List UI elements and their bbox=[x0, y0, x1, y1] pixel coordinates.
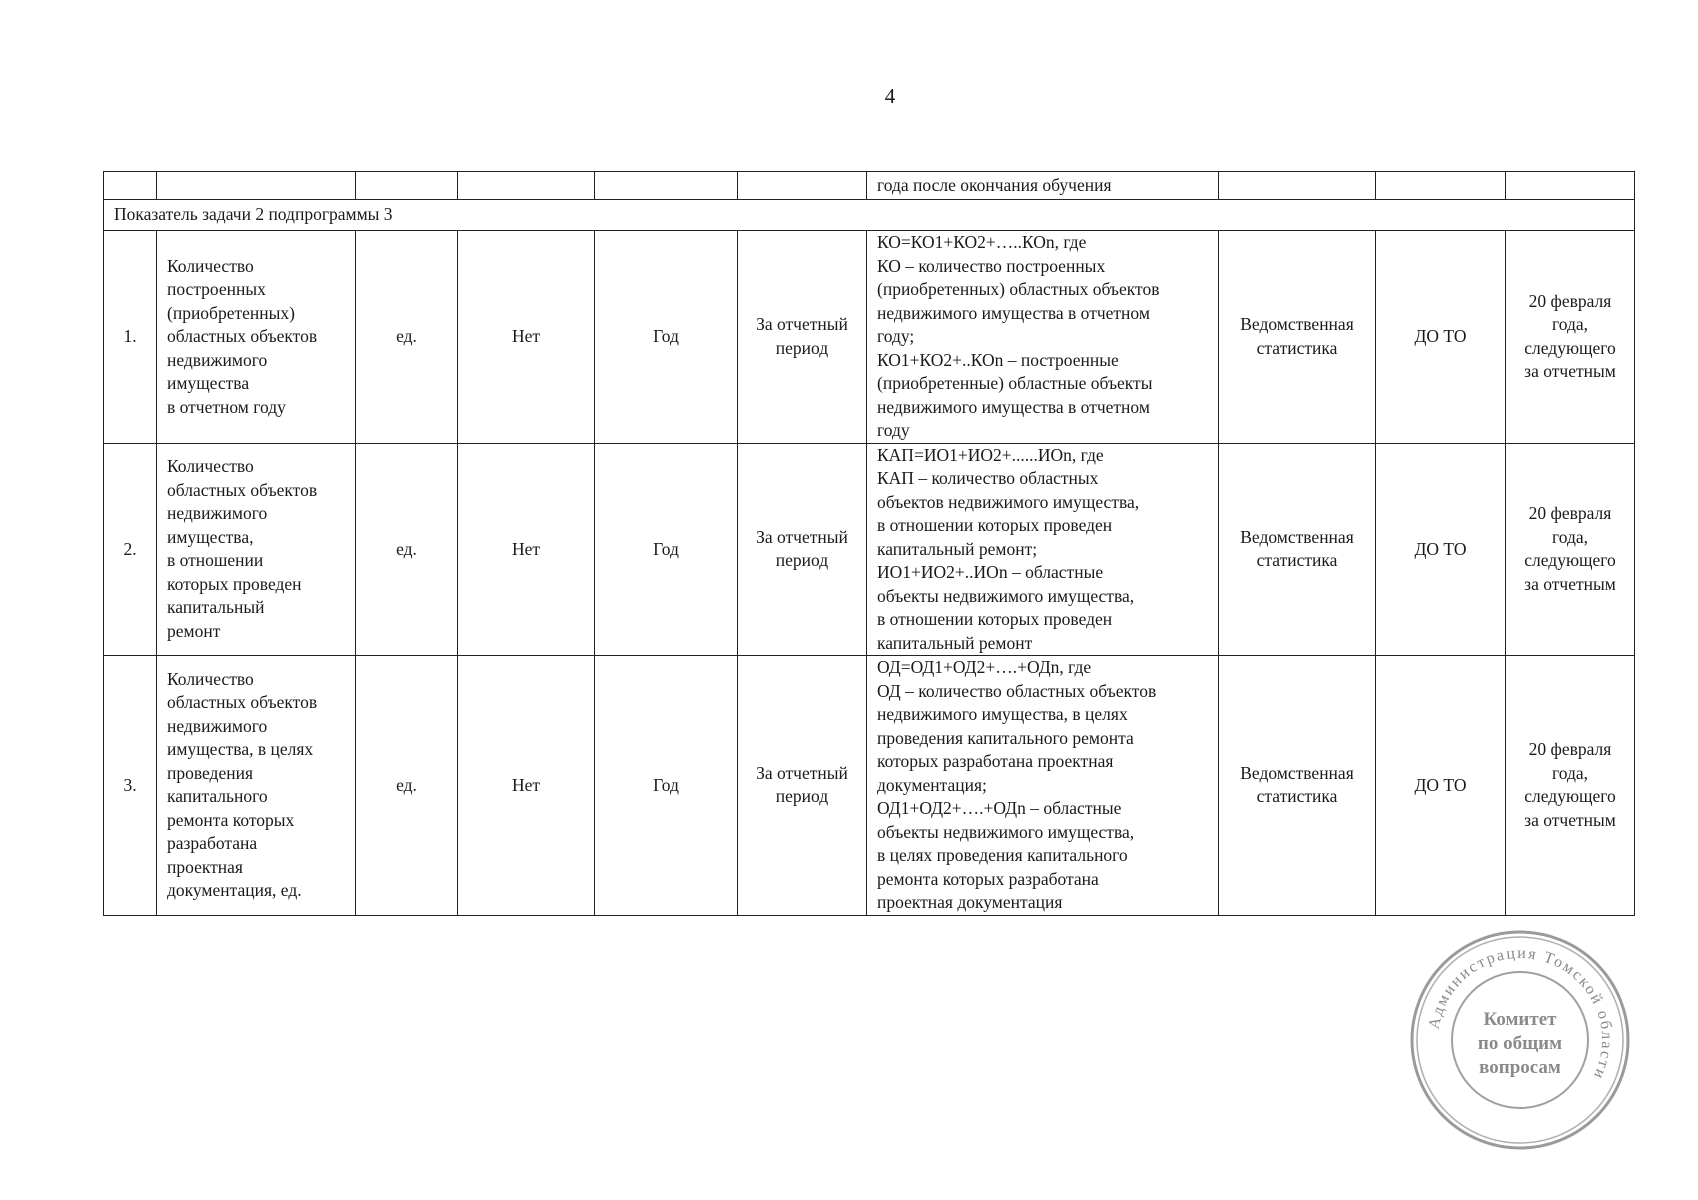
table-cell bbox=[738, 172, 867, 200]
table-cell bbox=[1376, 172, 1506, 200]
basis-cell: За отчетный период bbox=[738, 231, 867, 444]
periodicity-cell: Год bbox=[595, 231, 738, 444]
unit-cell: ед. bbox=[356, 656, 458, 916]
indicator-name: Количество построенных (приобретенных) областных объектов недвижимого имущества в отчетном году bbox=[157, 231, 356, 444]
indicator-name: Количество областных объектов недвижимого имущества, в отношении которых проведен капитальный ремонт bbox=[157, 443, 356, 656]
table-cell bbox=[458, 172, 595, 200]
flag-cell: Нет bbox=[458, 656, 595, 916]
table-cell bbox=[1506, 172, 1635, 200]
row-number: 1. bbox=[104, 231, 157, 444]
periodicity-cell: Год bbox=[595, 656, 738, 916]
section-header-row bbox=[104, 200, 1635, 231]
row-number: 3. bbox=[104, 656, 157, 916]
responsible-cell: ДО ТО bbox=[1376, 656, 1506, 916]
unit-cell: ед. bbox=[356, 231, 458, 444]
table-row bbox=[104, 443, 1635, 656]
stamp-ring-text: Администрация Томской области bbox=[1425, 944, 1616, 1083]
continuation-text: года после окончания обучения bbox=[867, 172, 1219, 200]
responsible-cell: ДО ТО bbox=[1376, 443, 1506, 656]
basis-cell: За отчетный период bbox=[738, 443, 867, 656]
row-number: 2. bbox=[104, 443, 157, 656]
indicator-name: Количество областных объектов недвижимого имущества, в целях проведения капитального ремонта которых разработана проектная документация, ед. bbox=[157, 656, 356, 916]
source-cell: Ведомственная статистика bbox=[1219, 443, 1376, 656]
page-number: 4 bbox=[884, 84, 896, 108]
table-cell bbox=[356, 172, 458, 200]
periodicity-cell: Год bbox=[595, 443, 738, 656]
formula-cell: КО=КО1+КО2+…..КОn, где КО – количество построенных (приобретенных) областных объектов недвижимого имущества в отчетном году; КО1+КО2+..КОn – построенные (приобретенные) областные объекты недвижимого имущества в отчетном году bbox=[867, 231, 1219, 444]
table-cell bbox=[104, 172, 157, 200]
basis-cell: За отчетный период bbox=[738, 656, 867, 916]
table-row bbox=[104, 231, 1635, 444]
unit-cell: ед. bbox=[356, 443, 458, 656]
official-stamp bbox=[1405, 925, 1635, 1155]
source-cell: Ведомственная статистика bbox=[1219, 656, 1376, 916]
source-cell: Ведомственная статистика bbox=[1219, 231, 1376, 444]
stamp-center-line-3: вопросам bbox=[1479, 1057, 1561, 1078]
continuation-row bbox=[104, 172, 1635, 200]
table-row bbox=[104, 656, 1635, 916]
section-header: Показатель задачи 2 подпрограммы 3 bbox=[104, 200, 1635, 231]
formula-cell: ОД=ОД1+ОД2+….+ОДn, где ОД – количество областных объектов недвижимого имущества, в целях проведения капитального ремонта которых разработана проектная документация; ОД1+ОД2+….+ОДn – областные объекты недвижимого имущества, в целях проведения капитального ремонта которых разработана проектная документация bbox=[867, 656, 1219, 916]
indicators-table bbox=[103, 171, 1635, 916]
stamp-center-line-2: по общим bbox=[1477, 1033, 1563, 1054]
flag-cell: Нет bbox=[458, 443, 595, 656]
stamp-center-line-1: Комитет bbox=[1483, 1009, 1557, 1030]
responsible-cell: ДО ТО bbox=[1376, 231, 1506, 444]
deadline-cell: 20 февраля года, следующего за отчетным bbox=[1506, 443, 1635, 656]
table-cell bbox=[595, 172, 738, 200]
formula-cell: КАП=ИО1+ИО2+......ИОn, где КАП – количество областных объектов недвижимого имущества, в отношении которых проведен капитальный ремонт; ИО1+ИО2+..ИОn – областные объекты недвижимого имущества, в отношении которых проведен капитальный ремонт bbox=[867, 443, 1219, 656]
table-cell bbox=[1219, 172, 1376, 200]
flag-cell: Нет bbox=[458, 231, 595, 444]
deadline-cell: 20 февраля года, следующего за отчетным bbox=[1506, 656, 1635, 916]
table-cell bbox=[157, 172, 356, 200]
deadline-cell: 20 февраля года, следующего за отчетным bbox=[1506, 231, 1635, 444]
